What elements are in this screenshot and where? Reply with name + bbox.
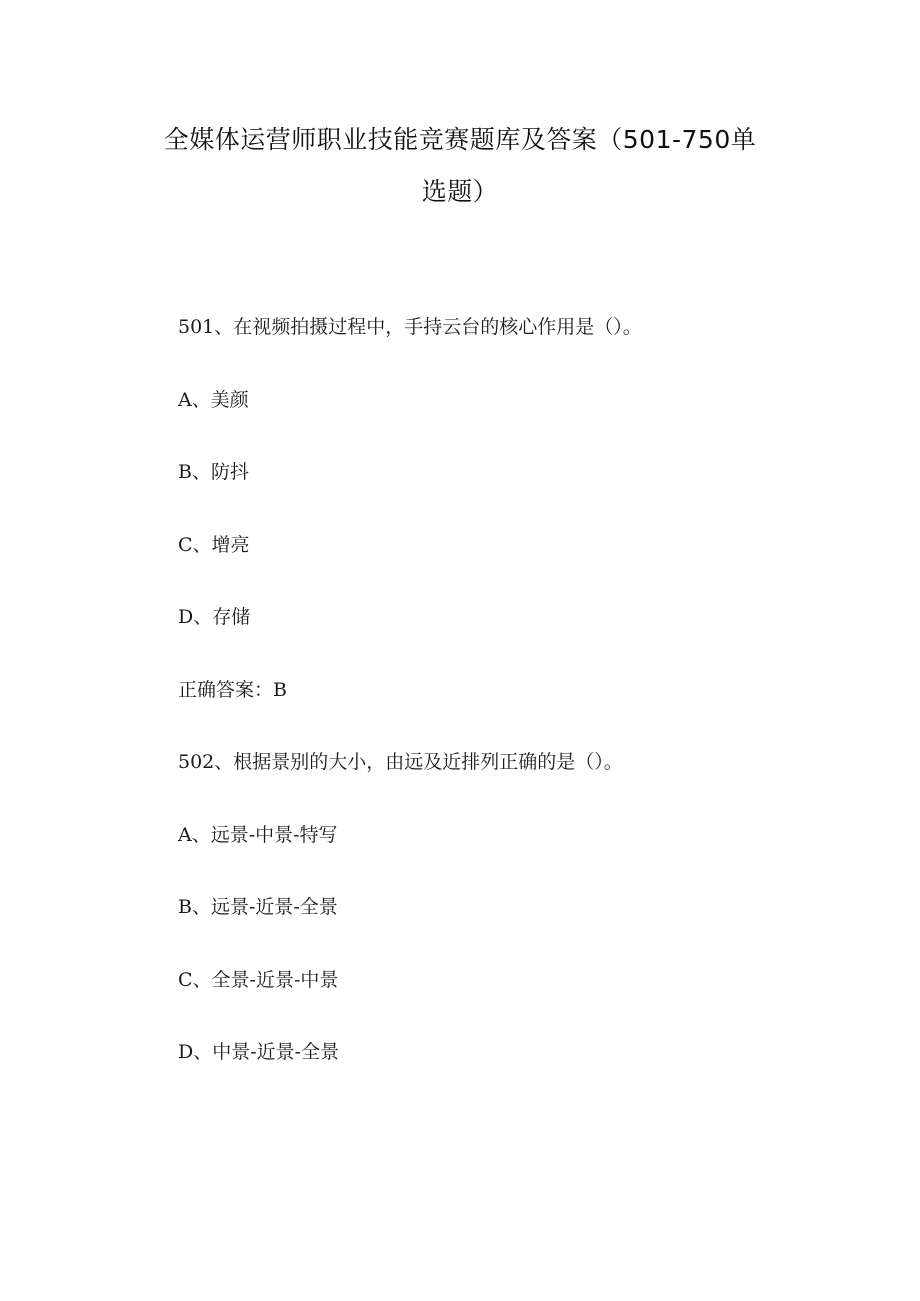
document-title-line-2: 选题）	[421, 177, 499, 206]
option-c: C、增亮	[178, 533, 250, 556]
document-title	[150, 114, 770, 218]
question-stem: 502、根据景别的大小，由远及近排列正确的是（）。	[178, 751, 623, 773]
question-501	[178, 309, 818, 744]
option-c: C、全景-近景-中景	[178, 968, 339, 991]
question-stem: 501、在视频拍摄过程中，手持云台的核心作用是（）。	[178, 316, 642, 338]
option-d: D、存储	[178, 606, 251, 628]
option-b: B、远景-近景-全景	[178, 896, 338, 918]
question-list	[178, 309, 818, 1107]
document-title-line-1: 全媒体运营师职业技能竞赛题库及答案（501-750单	[163, 125, 757, 154]
option-d: D、中景-近景-全景	[178, 1041, 340, 1063]
option-a: A、美颜	[178, 388, 249, 411]
correct-answer: 正确答案：B	[178, 678, 287, 701]
option-b: B、防抖	[178, 461, 249, 483]
question-502	[178, 744, 818, 1107]
option-a: A、远景-中景-特写	[178, 823, 338, 846]
